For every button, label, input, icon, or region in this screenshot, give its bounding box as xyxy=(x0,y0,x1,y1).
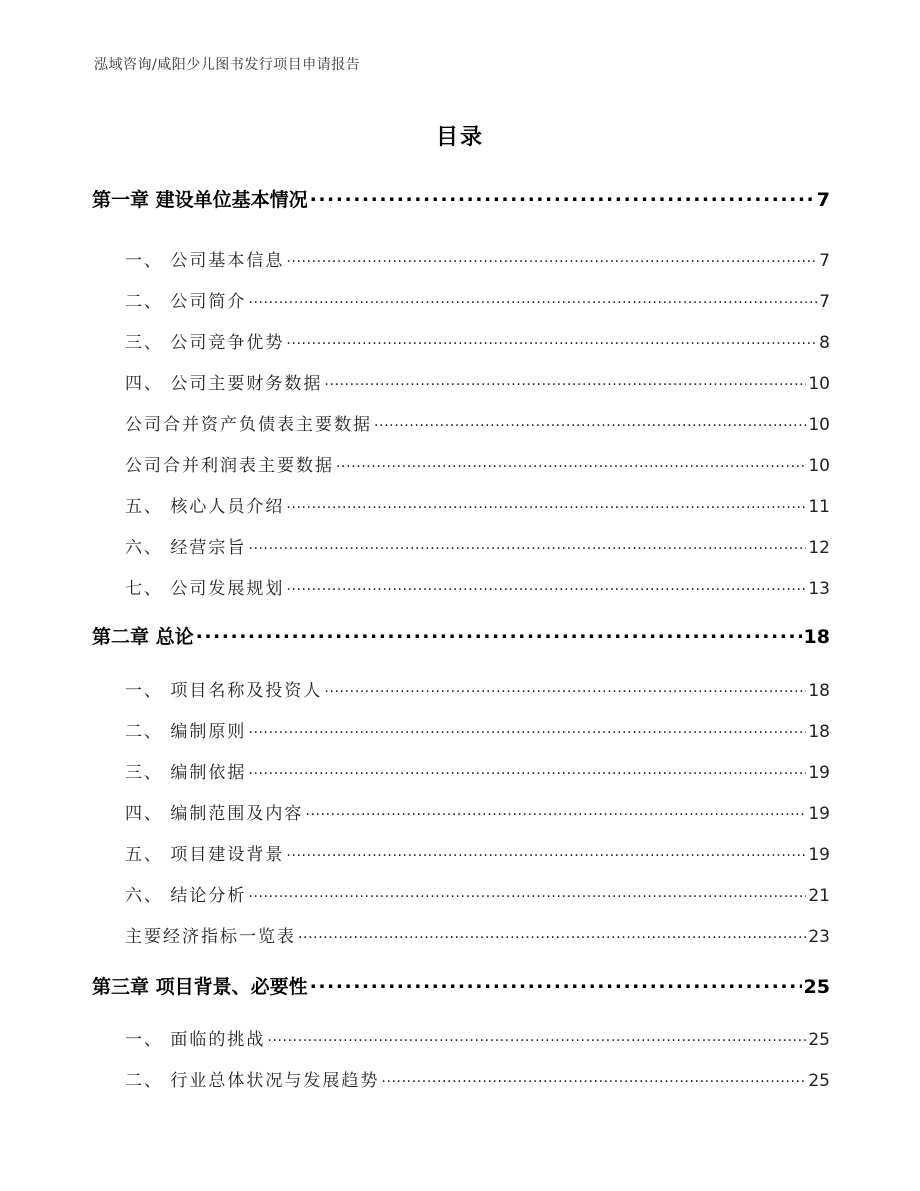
toc-section-entry[interactable] xyxy=(125,1025,830,1050)
toc-entry-page-number: 18 xyxy=(808,722,830,742)
dot-leader xyxy=(381,1069,806,1086)
page-title: 目录 xyxy=(435,125,484,150)
toc-entry-label: 五、 核心人员介绍 xyxy=(125,497,285,517)
toc-entry-page-number: 19 xyxy=(808,804,830,824)
toc-entry-page-number: 23 xyxy=(808,927,830,947)
toc-entry-page-number: 13 xyxy=(808,579,830,599)
dot-leader xyxy=(248,761,806,778)
dot-leader xyxy=(298,925,806,942)
toc-entry-page-number: 25 xyxy=(808,1071,830,1091)
toc-chapter-entry[interactable] xyxy=(92,185,830,212)
toc-entry-label: 三、 公司竞争优势 xyxy=(125,333,285,353)
dot-leader xyxy=(336,454,806,471)
dot-leader xyxy=(286,843,806,860)
dot-leader xyxy=(248,536,806,553)
toc-entry-label: 公司合并利润表主要数据 xyxy=(125,456,334,476)
running-header: 泓域咨询/咸阳少儿图书发行项目申请报告 xyxy=(94,57,361,73)
toc-entry-page-number: 7 xyxy=(819,251,830,271)
toc-section-entry[interactable] xyxy=(125,922,830,947)
toc-entry-label: 二、 行业总体状况与发展趋势 xyxy=(125,1071,380,1091)
toc-chapter-entry[interactable] xyxy=(92,972,830,999)
toc-entry-label: 第一章 建设单位基本情况 xyxy=(92,189,308,211)
toc-section-entry[interactable] xyxy=(125,758,830,783)
toc-entry-label: 四、 编制范围及内容 xyxy=(125,804,304,824)
toc-entry-label: 一、 公司基本信息 xyxy=(125,251,285,271)
dot-leader xyxy=(286,495,806,512)
toc-entry-page-number: 7 xyxy=(819,292,830,312)
toc-entry-label: 二、 公司简介 xyxy=(125,292,247,312)
dot-leader xyxy=(248,290,817,307)
toc-section-entry[interactable] xyxy=(125,717,830,742)
toc-section-entry[interactable] xyxy=(125,1066,830,1091)
dot-leader xyxy=(374,413,806,430)
toc-entry-page-number: 7 xyxy=(816,189,830,211)
toc-entry-label: 公司合并资产负债表主要数据 xyxy=(125,415,372,435)
toc-section-entry[interactable] xyxy=(125,799,830,824)
toc-section-entry[interactable] xyxy=(125,840,830,865)
toc-entry-label: 四、 公司主要财务数据 xyxy=(125,374,323,394)
dot-leader xyxy=(286,249,817,266)
toc-entry-label: 五、 项目建设背景 xyxy=(125,845,285,865)
toc-entry-page-number: 11 xyxy=(808,497,830,517)
dot-leader xyxy=(196,624,802,643)
toc-section-entry[interactable] xyxy=(125,410,830,435)
toc-entry-label: 一、 面临的挑战 xyxy=(125,1030,266,1050)
toc-entry-label: 六、 结论分析 xyxy=(125,886,247,906)
toc-entry-page-number: 10 xyxy=(808,415,830,435)
dot-leader xyxy=(286,577,806,594)
toc-entry-page-number: 10 xyxy=(808,456,830,476)
toc-entry-page-number: 18 xyxy=(808,681,830,701)
toc-entry-page-number: 21 xyxy=(808,886,830,906)
toc-entry-label: 第二章 总论 xyxy=(92,626,194,648)
dot-leader xyxy=(248,884,806,901)
toc-entry-label: 三、 编制依据 xyxy=(125,763,247,783)
toc-entry-label: 六、 经营宗旨 xyxy=(125,538,247,558)
dot-leader xyxy=(267,1028,806,1045)
toc-entry-page-number: 25 xyxy=(803,976,830,998)
toc-section-entry[interactable] xyxy=(125,369,830,394)
dot-leader xyxy=(248,720,806,737)
toc-entry-page-number: 25 xyxy=(808,1030,830,1050)
toc-section-entry[interactable] xyxy=(125,676,830,701)
toc-section-entry[interactable] xyxy=(125,492,830,517)
toc-section-entry[interactable] xyxy=(125,533,830,558)
toc-section-entry[interactable] xyxy=(125,881,830,906)
toc-section-entry[interactable] xyxy=(125,451,830,476)
toc-entry-page-number: 18 xyxy=(803,626,830,648)
toc-entry-page-number: 19 xyxy=(808,845,830,865)
toc-entry-label: 第三章 项目背景、必要性 xyxy=(92,976,308,998)
toc-section-entry[interactable] xyxy=(125,328,830,353)
toc-section-entry[interactable] xyxy=(125,287,830,312)
toc-entry-page-number: 19 xyxy=(808,763,830,783)
dot-leader xyxy=(324,679,806,696)
dot-leader xyxy=(310,187,815,206)
toc-entry-label: 一、 项目名称及投资人 xyxy=(125,681,323,701)
dot-leader xyxy=(286,331,817,348)
dot-leader xyxy=(324,372,806,389)
toc-entry-page-number: 8 xyxy=(819,333,830,353)
dot-leader xyxy=(310,974,802,993)
toc-entry-page-number: 12 xyxy=(808,538,830,558)
toc-entry-label: 二、 编制原则 xyxy=(125,722,247,742)
toc-entry-label: 七、 公司发展规划 xyxy=(125,579,285,599)
dot-leader xyxy=(305,802,806,819)
toc-entry-page-number: 10 xyxy=(808,374,830,394)
toc-chapter-entry[interactable] xyxy=(92,622,830,649)
toc-section-entry[interactable] xyxy=(125,246,830,271)
toc-section-entry[interactable] xyxy=(125,574,830,599)
toc-entry-label: 主要经济指标一览表 xyxy=(125,927,296,947)
